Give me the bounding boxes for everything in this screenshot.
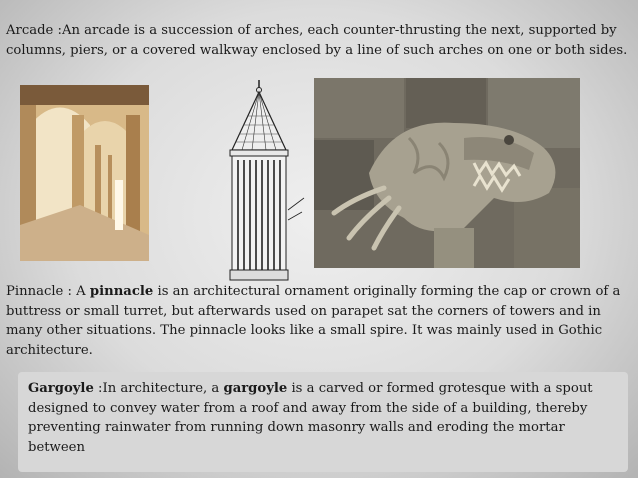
gargoyle-paragraph bbox=[28, 379, 620, 457]
gargoyle-image bbox=[314, 78, 580, 268]
pinnacle-lead: Pinnacle : A bbox=[6, 284, 90, 299]
gargoyle-label: Gargoyle bbox=[28, 381, 94, 396]
pinnacle-text: is an architectural ornament originally forming the cap or crown of a buttress or small turret, but afterwards used on parapet sat the corners of towers and in many other situations. The pinnacle looks like a small spire. It was mainly used in Gothic architecture. bbox=[6, 284, 621, 358]
arcade-text: Arcade :An arcade is a succession of arches, each counter-thrusting the next, supported by columns, piers, or a covered walkway enclosed by a line of such arches on one or both sides. bbox=[6, 23, 628, 58]
gargoyle-term: gargoyle bbox=[223, 381, 288, 396]
gargoyle-text: is a carved or formed grotesque with a spout designed to convey water from a roof and away from the side of a building, thereby preventing rainwater from running down masonry walls and eroding the mortar between bbox=[28, 381, 593, 455]
arcade-image bbox=[20, 85, 149, 261]
arcade-paragraph bbox=[6, 21, 632, 60]
pinnacle-paragraph bbox=[6, 282, 632, 360]
gargoyle-lead: :In architecture, a bbox=[93, 381, 224, 396]
pinnacle-image bbox=[212, 80, 306, 283]
pinnacle-term: pinnacle bbox=[89, 284, 154, 299]
